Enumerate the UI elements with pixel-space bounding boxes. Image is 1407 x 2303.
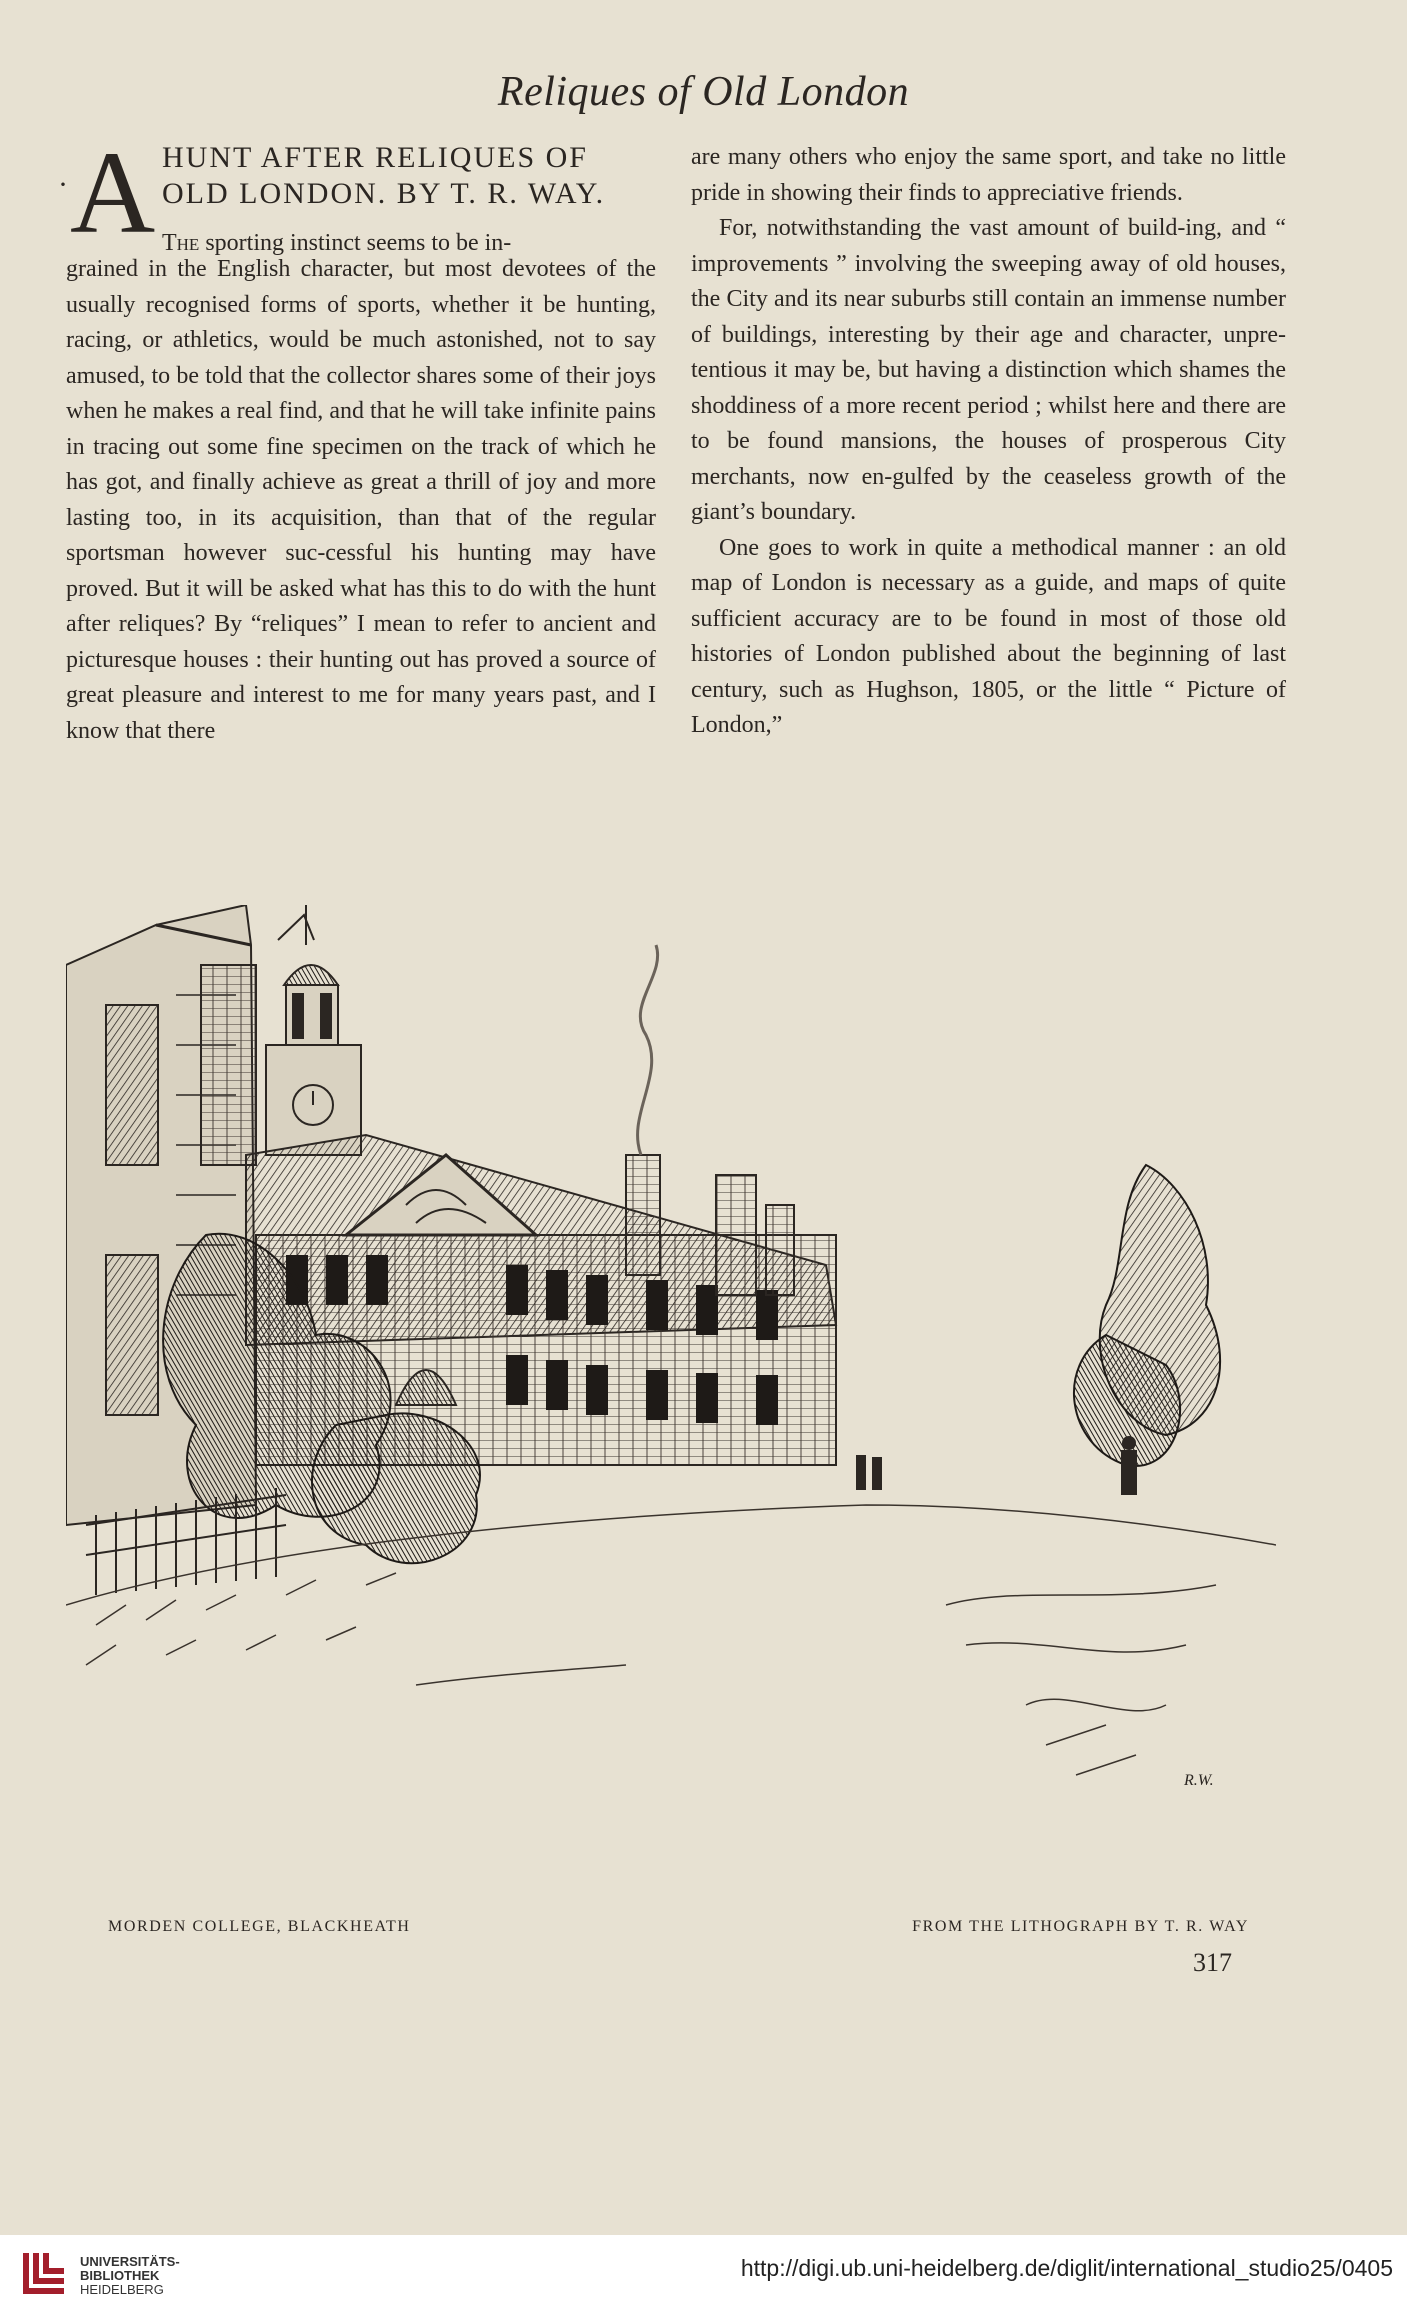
right-paragraph-1: are many others who enjoy the same sport, and take no little pride in showing their finds to appreciative friends. [691, 144, 1286, 206]
article-left-column [58, 127, 656, 749]
source-url-link[interactable]: http://digi.ub.uni-heidelberg.de/diglit/international_studio25/0405 [740, 2255, 1393, 2281]
footer-bar [0, 2235, 1407, 2303]
first-line-text: sporting instinct seems to be in- [205, 230, 512, 256]
page-number: 317 [1193, 1948, 1232, 1977]
article-title-line-2: OLD LONDON. BY T. R. WAY. [162, 177, 606, 210]
ornament-dot: · [58, 168, 68, 201]
morden-college-lithograph [66, 905, 1276, 1895]
article-right-column [691, 140, 1286, 744]
first-line [162, 226, 656, 262]
library-name: UNIVERSITÄTS- BIBLIOTHEK HEIDELBERG [80, 2254, 180, 2297]
drop-cap: A [70, 127, 156, 258]
right-paragraph-2: For, notwithstanding the vast amount of build-ing, and “ improvements ” involving the sweeping away of old houses, the City and its near suburbs still contain an immense number of buildings, interesting by their age and character, unpre-tentious it may be, but having a distinction which shames the shoddiness of a more recent period ; whilst here and there are to be found mansions, the houses of prosperous City merchants, now en-gulfed by the ceaseless growth of the giant’s boundary. [691, 215, 1286, 525]
page-title: Reliques of Old London [497, 69, 910, 115]
artist-signature: R.W. [1184, 1772, 1214, 1789]
lawn [66, 1505, 1276, 1775]
left-column-body: grained in the English character, but most devotees of the usually recognised forms of sports, whether it be hunting, racing, or athletics, would be much astonished, not to say amused, to be told that the collector shares some of their joys when he makes a real find, and that he will take infinite pains in tracing out some fine specimen on the track of which he has got, and finally achieve as great a thrill of joy and more lasting too, in its acquisition, than that of the regular sportsman however suc-cessful his hunting may have proved. But it will be asked what has this to do with the hunt after reliques? By “reliques” I mean to refer to ancient and picturesque houses : their hunting out has proved a source of great pleasure and interest to me for many years past, and I know that there [66, 256, 656, 744]
clock-tower [266, 905, 361, 1155]
article-heading [58, 127, 656, 258]
figure-caption: MORDEN COLLEGE, BLACKHEATH [108, 1918, 411, 1935]
chimney-left [201, 965, 256, 1165]
right-paragraph-3: One goes to work in quite a methodical manner : an old map of London is necessary as a guide, and maps of quite sufficient accuracy are to be found in most of those old histories of London published about the beginning of last century, such as Hughson, 1805, or the little “ Picture of London,” [691, 534, 1286, 738]
figure-credit: FROM THE LITHOGRAPH BY T. R. WAY [912, 1918, 1249, 1935]
lead-word: The [162, 230, 200, 256]
university-library-logo-icon [18, 2245, 72, 2299]
article-title-line-1: HUNT AFTER RELIQUES OF [162, 141, 588, 174]
